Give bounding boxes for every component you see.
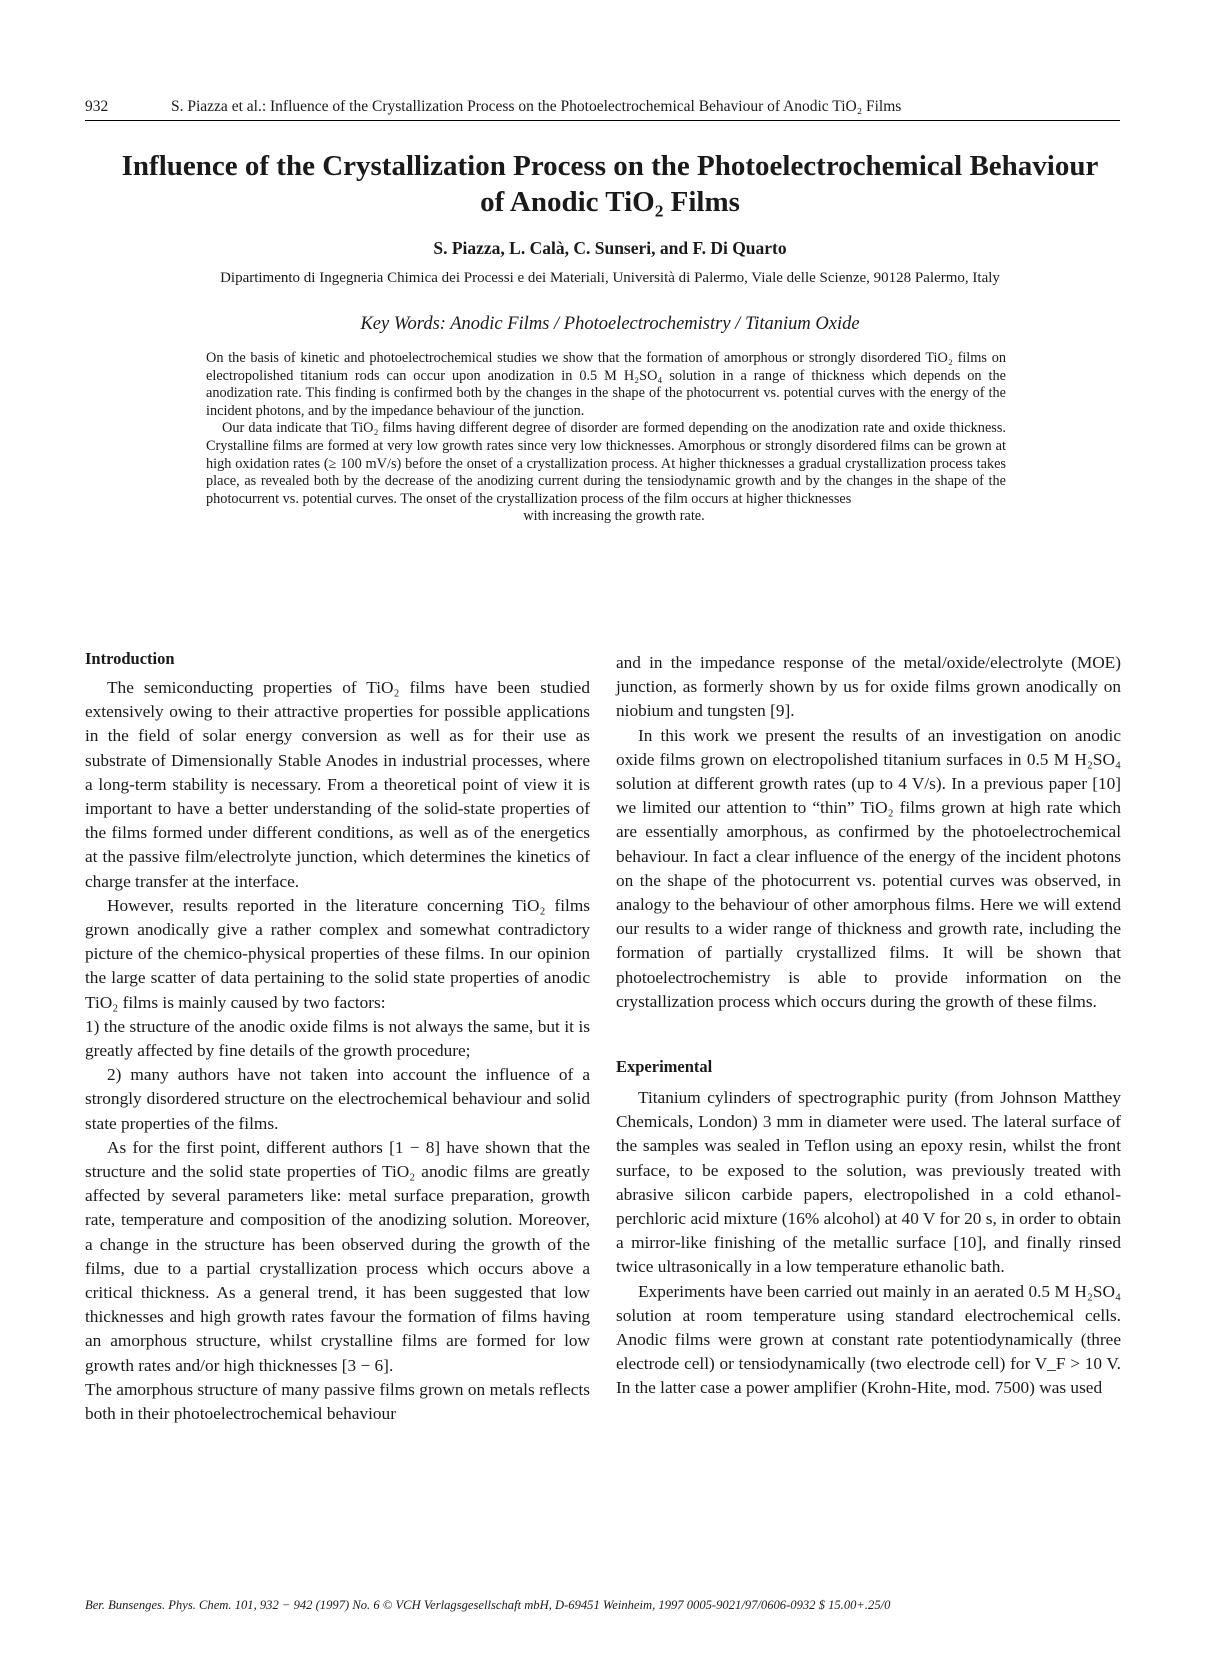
abstract-paragraph-1: On the basis of kinetic and photoelectrochemical studies we show that the formation of amorphous or strongly disordered TiO₂ films on electropolished titanium rods can occur upon anodization in 0.5 M H₂SO₄ solution in a range of thickness which depends on the anodization rate. This finding is confirmed both by the changes in the shape of the photocurrent vs. potential curves with the energy of the incident photons, and by the impedance behaviour of the junction. bbox=[206, 350, 1006, 419]
left-column bbox=[85, 648, 590, 1426]
title-line-1: Influence of the Crystallization Process on the Photoelectrochemical Behaviour bbox=[121, 150, 1099, 182]
keywords: Key Words: Anodic Films / Photoelectrochemistry / Titanium Oxide bbox=[360, 314, 860, 334]
introduction-heading: Introduction bbox=[85, 649, 175, 668]
intro-paragraph: The semiconducting properties of TiO₂ films have been studied extensively owing to their attractive properties for possible applications in the field of solar energy conversion as well as for their use as substrate of Dimensionally Stable Anodes in industrial processes, where a long-term stability is necessary. From a theoretical point of view it is important to have a better understanding of the solid-state properties of the films formed under different conditions, as well as of the energetics at the passive film/electrolyte junction, which determines the kinetics of charge transfer at the interface. bbox=[85, 678, 590, 891]
abstract bbox=[206, 350, 1006, 526]
authors: S. Piazza, L. Calà, C. Sunseri, and F. Di Quarto bbox=[433, 238, 787, 258]
right-column bbox=[616, 651, 1121, 1401]
running-head-text: S. Piazza et al.: Influence of the Crystallization Process on the Photoelectrochemical Behaviour of Anodic TiO₂ Films bbox=[171, 98, 902, 115]
abstract-paragraph-2 bbox=[206, 420, 1006, 526]
experimental-heading: Experimental bbox=[616, 1057, 713, 1077]
intro-paragraph: However, results reported in the literature concerning TiO₂ films grown anodically give a rather complex and somewhat contradictory picture of the chemico-physical properties of these films. In our opinion the large scatter of data pertaining to the solid state properties of anodic TiO₂ films is mainly caused by two factors: bbox=[85, 895, 590, 1012]
abstract-paragraph-2-last-line: with increasing the growth rate. bbox=[523, 508, 705, 525]
article-title bbox=[60, 148, 1160, 220]
page-number: 932 bbox=[85, 98, 109, 115]
title-line-2: of Anodic TiO₂ Films bbox=[480, 186, 740, 218]
header-rule bbox=[85, 120, 1120, 121]
abstract-paragraph-2-body: Our data indicate that TiO₂ films having different degree of disorder are formed depending on the anodization rate and oxide thickness. Crystalline films are formed at very low growth rates since very low thicknesses. Amorphous or strongly disordered films can be grown at high oxidation rates (≥ 100 mV/s) before the onset of a crystallization process. At higher thicknesses a gradual crystallization process takes place, as revealed both by the decrease of the anodizing current during the tensiodynamic growth and by the changes in the shape of the photocurrent vs. potential curves. The onset of the crystallization process of the film occurs at higher thicknesses bbox=[206, 420, 1006, 507]
experimental-paragraph: Experiments have been carried out mainly in an aerated 0.5 M H₂SO₄ solution at room temperature using standard electrochemical cells. Anodic films were grown at constant rate potentiodynamically (three electrode cell) or tensiodynamically (two electrode cell) for V_F > 10 V. In the latter case a power amplifier (Krohn-Hite, mod. 7500) was used bbox=[616, 1281, 1121, 1398]
intro-paragraph: In this work we present the results of an investigation on anodic oxide films grown on electropolished titanium surfaces in 0.5 M H₂SO₄ solution at different growth rates (up to 4 V/s). In a previous paper [10] we limited our attention to “thin” TiO₂ films grown at high rate which are essentially amorphous, as confirmed by the photoelectrochemical behaviour. In fact a clear influence of the energy of the incident photons on the shape of the photocurrent vs. potential curves was observed, in analogy to the behaviour of other amorphous films. Here we will extend our results to a wider range of thickness and growth rate, including the formation of partially crystallized films. It will be shown that photoelectrochemistry is able to provide information on the crystallization process which occurs during the growth of these films. bbox=[616, 725, 1121, 1011]
intro-paragraph: As for the first point, different authors [1 − 8] have shown that the structure and the solid state properties of TiO₂ anodic films are greatly affected by several parameters like: metal surface preparation, growth rate, temperature and composition of the anodizing solution. Moreover, a change in the structure has been observed during the growth of the films, due to a partial crystallization process which occurs above a critical thickness. As a general trend, it has been suggested that low thicknesses and high growth rates favour the formation of films having an amorphous structure, whilst crystalline films are formed for low growth rates and/or high thicknesses [3 − 6]. bbox=[85, 1137, 590, 1375]
citation-footer: Ber. Bunsenges. Phys. Chem. 101, 932 − 942 (1997) No. 6 © VCH Verlagsgesellschaft mbH, D-69451 Weinheim, 1997 0005-9021/97/0606-0932 $ 15.00+.25/0 bbox=[85, 1598, 891, 1612]
intro-list-item: 2) many authors have not taken into account the influence of a strongly disordered structure on the electrochemical behaviour and solid state properties of the films. bbox=[85, 1065, 590, 1133]
intro-list-item: 1) the structure of the anodic oxide films is not always the same, but it is greatly affected by fine details of the growth procedure; bbox=[85, 1016, 590, 1061]
intro-continuation: and in the impedance response of the metal/oxide/electrolyte (MOE) junction, as formerly shown by us for oxide films grown anodically on niobium and tungsten [9]. bbox=[616, 653, 1121, 721]
affiliation: Dipartimento di Ingegneria Chimica dei Processi e dei Materiali, Università di Palermo, Viale delle Scienze, 90128 Palermo, Italy bbox=[220, 270, 1000, 286]
intro-paragraph: The amorphous structure of many passive films grown on metals reflects both in their photoelectrochemical behaviour bbox=[85, 1379, 590, 1424]
experimental-paragraph: Titanium cylinders of spectrographic purity (from Johnson Matthey Chemicals, London) 3 mm in diameter were used. The lateral surface of the samples was sealed in Teflon using an epoxy resin, whilst the front surface, to be exposed to the solution, was previously treated with abrasive silicon carbide papers, electropolished in a cold ethanol-perchloric acid mixture (16% alcohol) at 40 V for 20 s, in order to obtain a mirror-like finishing of the metallic surface [10], and finally rinsed twice ultrasonically in a low temperature ethanolic bath. bbox=[616, 1088, 1121, 1277]
